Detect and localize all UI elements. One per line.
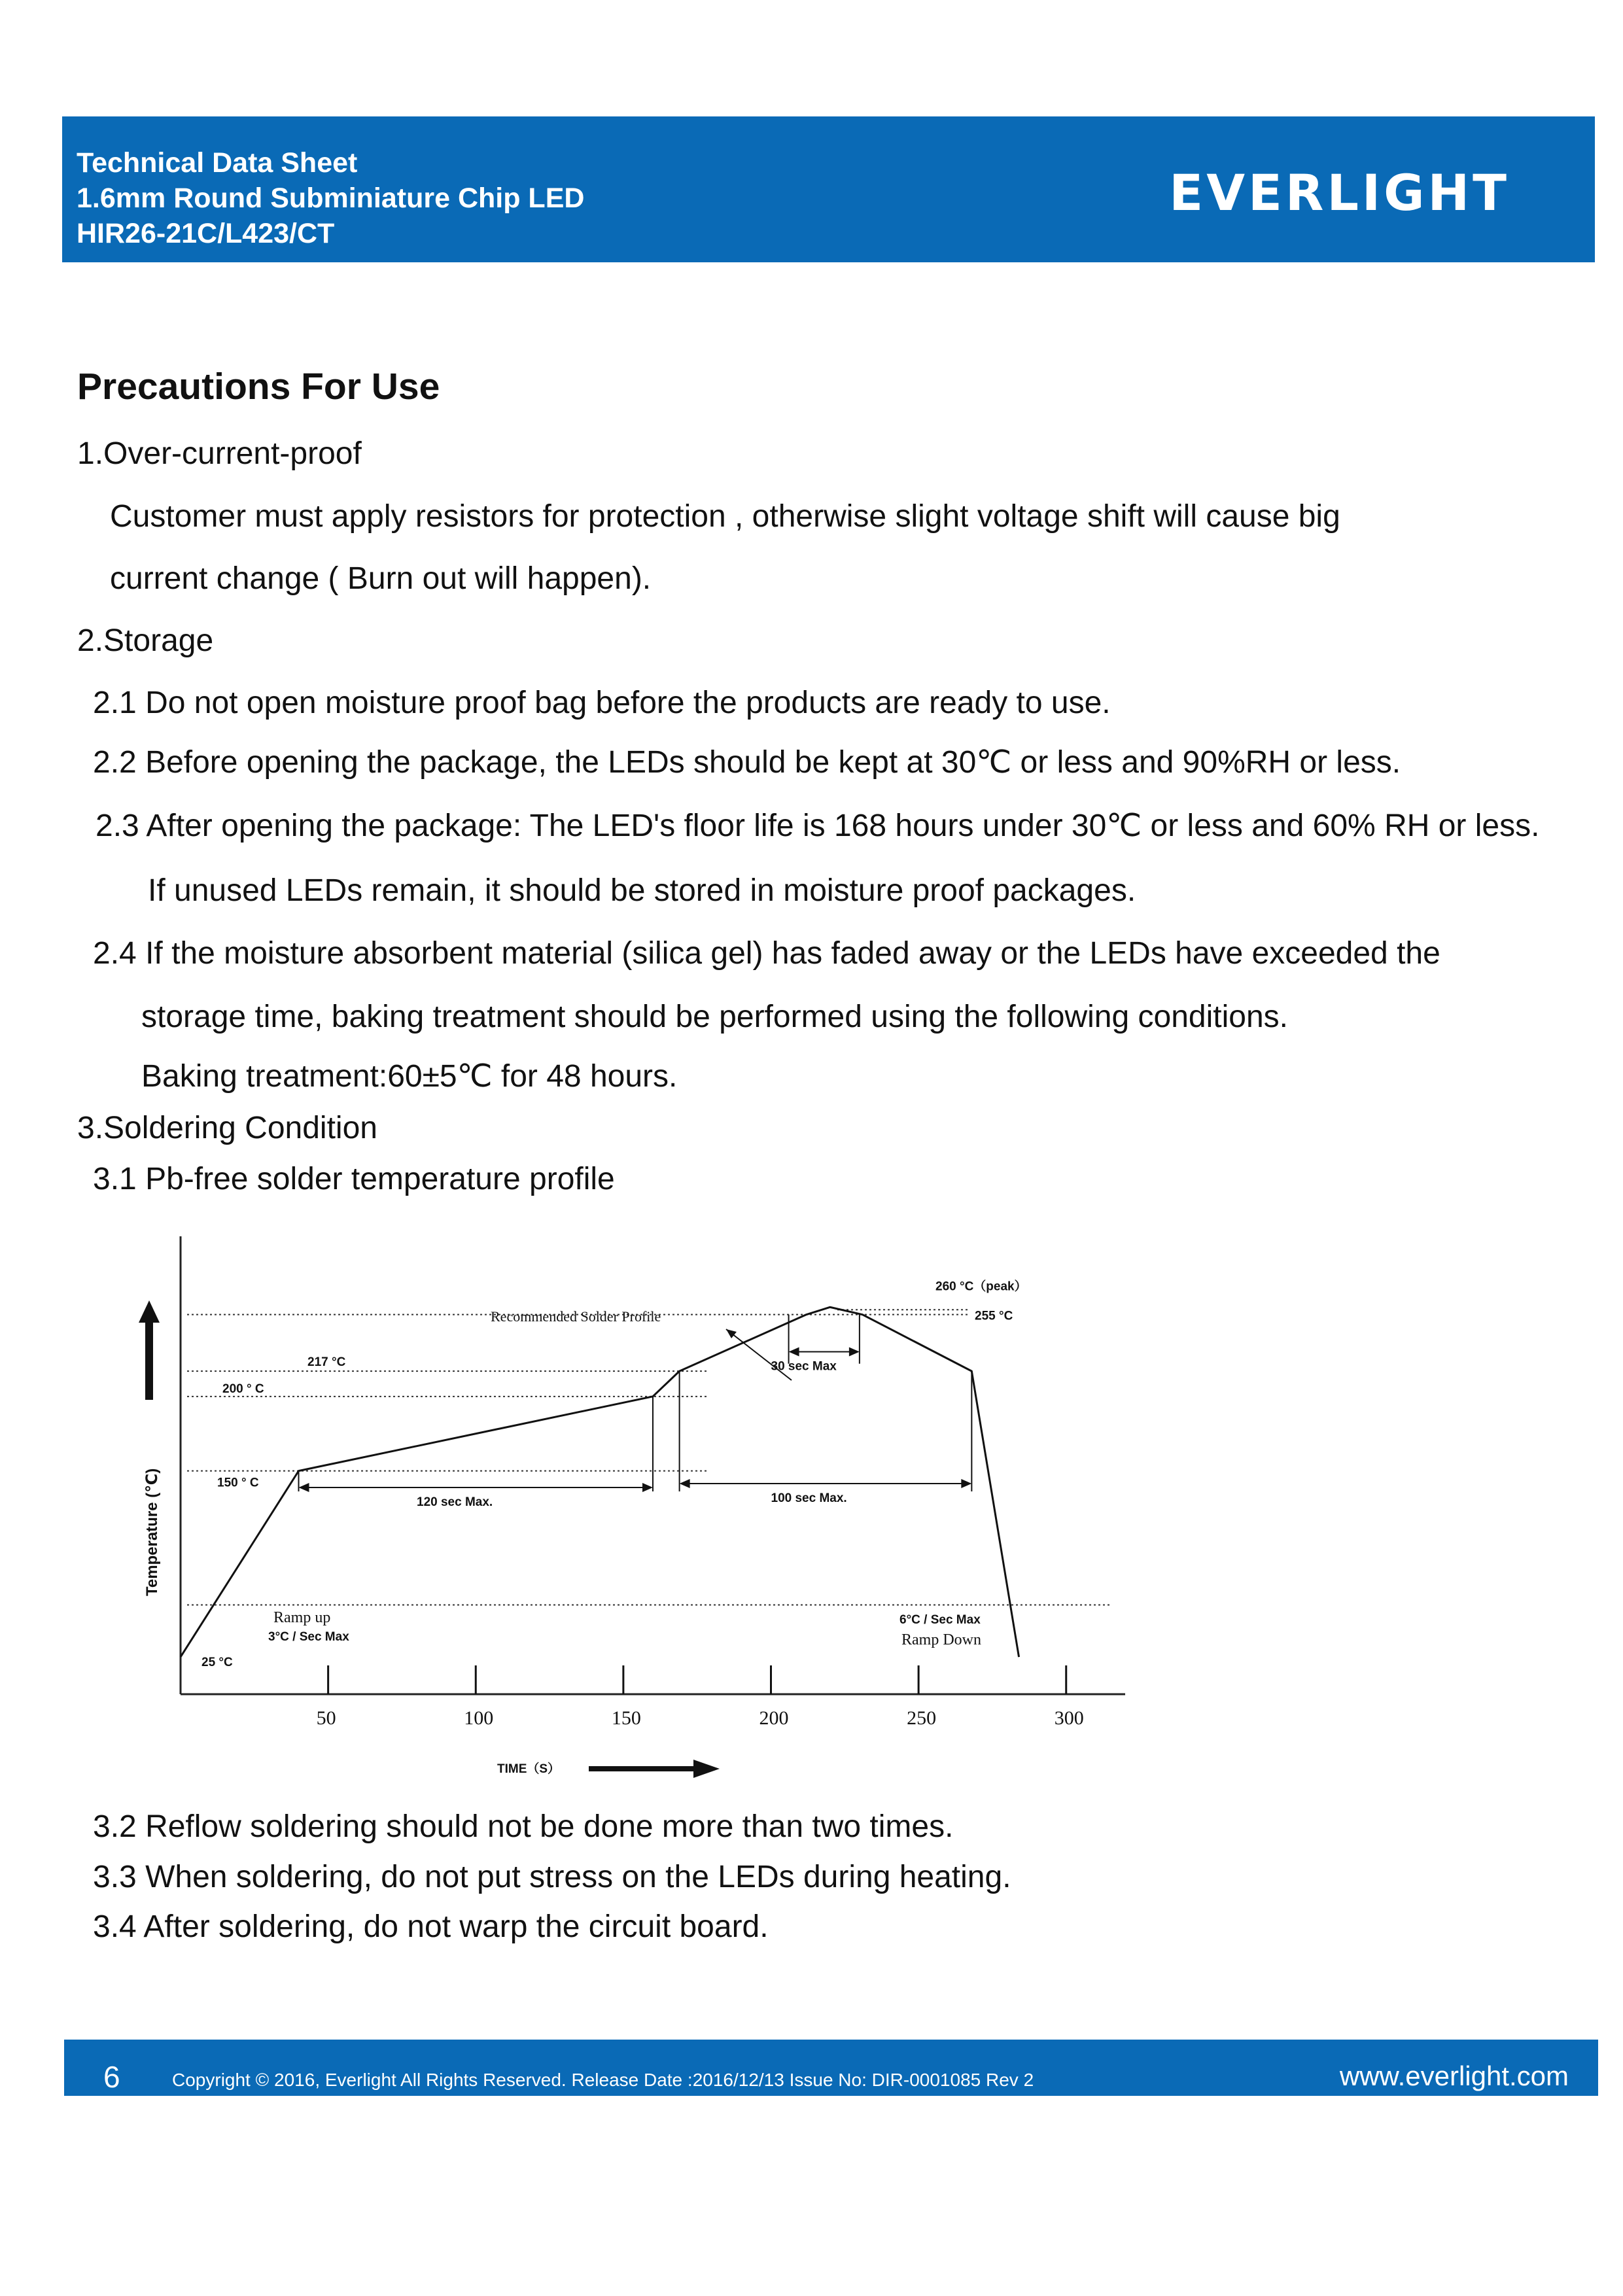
x-tick-label-50: 50 bbox=[316, 1707, 336, 1729]
x-tick-label-100: 100 bbox=[464, 1707, 494, 1729]
reflow-window-head-right bbox=[961, 1479, 971, 1488]
storage-2-3: 2.3 After opening the package: The LED's floor life is 168 hours under 30℃ or less and 60% RH or less. bbox=[96, 809, 1540, 843]
ramp-up-title: Ramp up bbox=[273, 1609, 331, 1626]
storage-2-3-cont: If unused LEDs remain, it should be stored in moisture proof packages. bbox=[148, 873, 1136, 908]
page-number: 6 bbox=[103, 2060, 120, 2094]
part-number: HIR26-21C/L423/CT bbox=[77, 218, 335, 249]
peak-window-label: 30 sec Max bbox=[771, 1359, 837, 1374]
soldering-heading: 3.Soldering Condition bbox=[77, 1111, 377, 1145]
everlight-logo: EVERLIGHT bbox=[1169, 164, 1510, 222]
over-current-text-2: current change ( Burn out will happen). bbox=[110, 561, 652, 596]
website-link[interactable]: www.everlight.com bbox=[1339, 2061, 1569, 2091]
page-title: Precautions For Use bbox=[77, 366, 440, 408]
label-200: 200 ° C bbox=[222, 1382, 264, 1396]
footer-bar bbox=[64, 2040, 1598, 2096]
title-pointer-head bbox=[726, 1329, 737, 1338]
preheat-window-head-left bbox=[299, 1483, 309, 1492]
reflow-window-head-left bbox=[680, 1479, 690, 1488]
storage-2-1: 2.1 Do not open moisture proof bag before the products are ready to use. bbox=[93, 686, 1111, 720]
label-255: 255 °C bbox=[975, 1309, 1013, 1323]
peak-window-head-left bbox=[789, 1348, 799, 1357]
x-tick-label-150: 150 bbox=[611, 1707, 641, 1729]
soldering-3-1: 3.1 Pb-free solder temperature profile bbox=[93, 1162, 615, 1196]
solder-profile-svg bbox=[131, 1223, 1151, 1799]
label-150: 150 ° C bbox=[217, 1476, 259, 1490]
preheat-window-label: 120 sec Max. bbox=[417, 1495, 493, 1509]
soldering-3-4: 3.4 After soldering, do not warp the circuit board. bbox=[93, 1909, 769, 1944]
header-titles bbox=[77, 145, 584, 251]
x-axis-label: TIME（S） bbox=[497, 1762, 561, 1776]
ramp-down-rate: 6°C / Sec Max bbox=[899, 1613, 981, 1627]
doc-type-title: Technical Data Sheet bbox=[77, 147, 358, 179]
ramp-down-title: Ramp Down bbox=[901, 1631, 981, 1648]
peak-window-head-right bbox=[849, 1348, 860, 1357]
preheat-window-head-right bbox=[642, 1483, 653, 1492]
header-bar bbox=[62, 116, 1595, 262]
label-peak: 260 °C（peak） bbox=[935, 1279, 1027, 1294]
storage-2-2: 2.2 Before opening the package, the LEDs should be kept at 30℃ or less and 90%RH or less. bbox=[93, 745, 1401, 780]
x-tick-label-200: 200 bbox=[759, 1707, 789, 1729]
over-current-text-1: Customer must apply resistors for protection , otherwise slight voltage shift will cause big bbox=[110, 499, 1340, 534]
y-arrow-head bbox=[139, 1300, 160, 1323]
reflow-window-label: 100 sec Max. bbox=[771, 1491, 847, 1505]
storage-2-4: 2.4 If the moisture absorbent material (silica gel) has faded away or the LEDs have exceeded the bbox=[93, 936, 1440, 971]
storage-heading: 2.Storage bbox=[77, 623, 214, 658]
x-tick-label-250: 250 bbox=[907, 1707, 937, 1729]
copyright-text: Copyright © 2016, Everlight All Rights Reserved. Release Date :2016/12/13 Issue No: DIR-0001085 Rev 2 bbox=[172, 2070, 1034, 2090]
x-tick-label-300: 300 bbox=[1054, 1707, 1084, 1729]
x-arrow-head bbox=[693, 1760, 720, 1778]
storage-2-4-cont: storage time, baking treatment should be performed using the following conditions. bbox=[141, 1000, 1289, 1034]
soldering-3-2: 3.2 Reflow soldering should not be done more than two times. bbox=[93, 1809, 954, 1844]
soldering-3-3: 3.3 When soldering, do not put stress on the LEDs during heating. bbox=[93, 1860, 1011, 1894]
baking-treatment: Baking treatment:60±5℃ for 48 hours. bbox=[141, 1059, 678, 1094]
product-title: 1.6mm Round Subminiature Chip LED bbox=[77, 183, 585, 214]
y-axis-label: Temperature (℃) bbox=[143, 1468, 161, 1596]
label-217: 217 °C bbox=[307, 1355, 346, 1370]
title-pointer bbox=[726, 1329, 792, 1380]
label-25: 25 °C bbox=[201, 1656, 233, 1670]
chart-title: Recommended Solder Profile bbox=[491, 1308, 661, 1325]
over-current-heading: 1.Over-current-proof bbox=[77, 436, 362, 471]
solder-profile-chart bbox=[131, 1223, 1151, 1799]
ramp-up-rate: 3°C / Sec Max bbox=[268, 1630, 349, 1644]
